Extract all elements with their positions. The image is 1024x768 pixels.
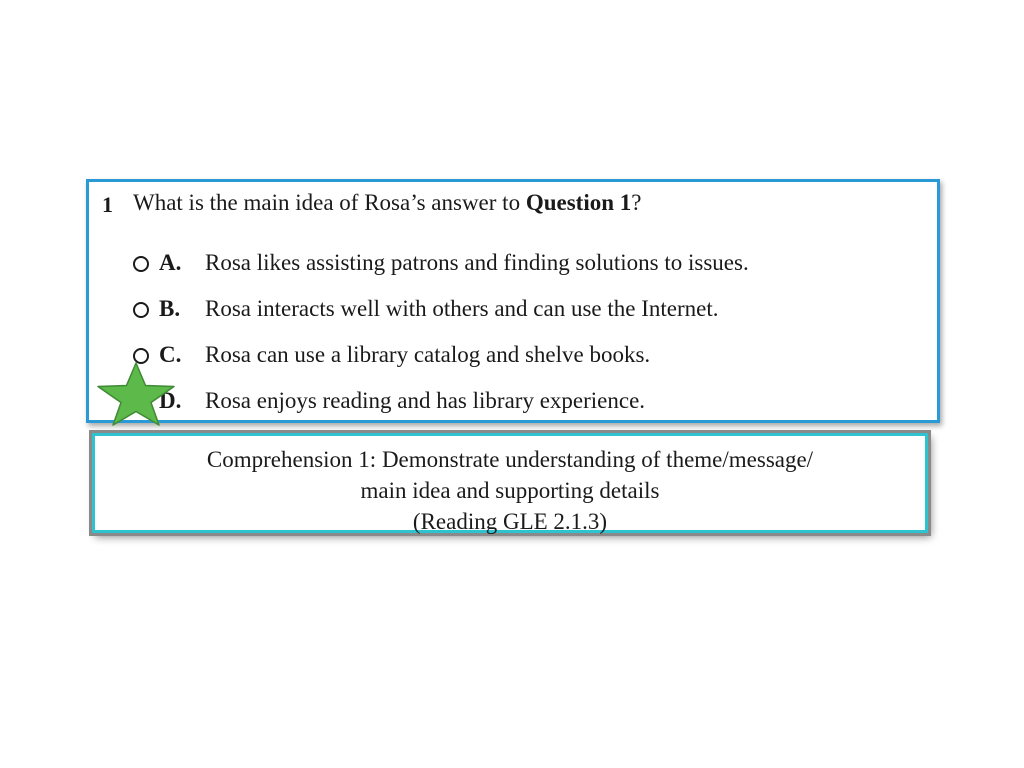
question-stem-suffix: ?: [631, 190, 642, 215]
radio-b[interactable]: [133, 302, 149, 318]
question-box: [86, 179, 940, 423]
standard-line-2: main idea and supporting details: [360, 478, 660, 503]
standard-box: [92, 433, 928, 533]
question-number: 1: [102, 192, 113, 217]
option-a[interactable]: [133, 250, 749, 296]
option-text: Rosa can use a library catalog and shelve books.: [205, 342, 651, 367]
option-b[interactable]: [133, 296, 749, 342]
radio-a[interactable]: [133, 256, 149, 272]
option-d[interactable]: [133, 388, 749, 434]
star-shape: [98, 363, 174, 425]
question-stem: [133, 190, 641, 216]
option-letter: D.: [159, 388, 182, 413]
option-text: Rosa enjoys reading and has library experience.: [205, 388, 646, 413]
option-letter: A.: [159, 250, 182, 275]
answer-options: [133, 250, 749, 434]
standard-line-3: (Reading GLE 2.1.3): [412, 509, 608, 534]
standard-line-1: Comprehension 1: Demonstrate understanding of theme/message/: [206, 447, 814, 472]
option-letter: C.: [159, 342, 182, 367]
question-stem-bold: Question 1: [525, 190, 632, 215]
star-icon: [95, 361, 177, 427]
option-text: Rosa interacts well with others and can use the Internet.: [205, 296, 719, 321]
question-stem-prefix: What is the main idea of Rosa’s answer to: [133, 190, 526, 215]
option-c[interactable]: [133, 342, 749, 388]
option-letter: B.: [159, 296, 181, 321]
option-text: Rosa likes assisting patrons and finding solutions to issues.: [205, 250, 749, 275]
